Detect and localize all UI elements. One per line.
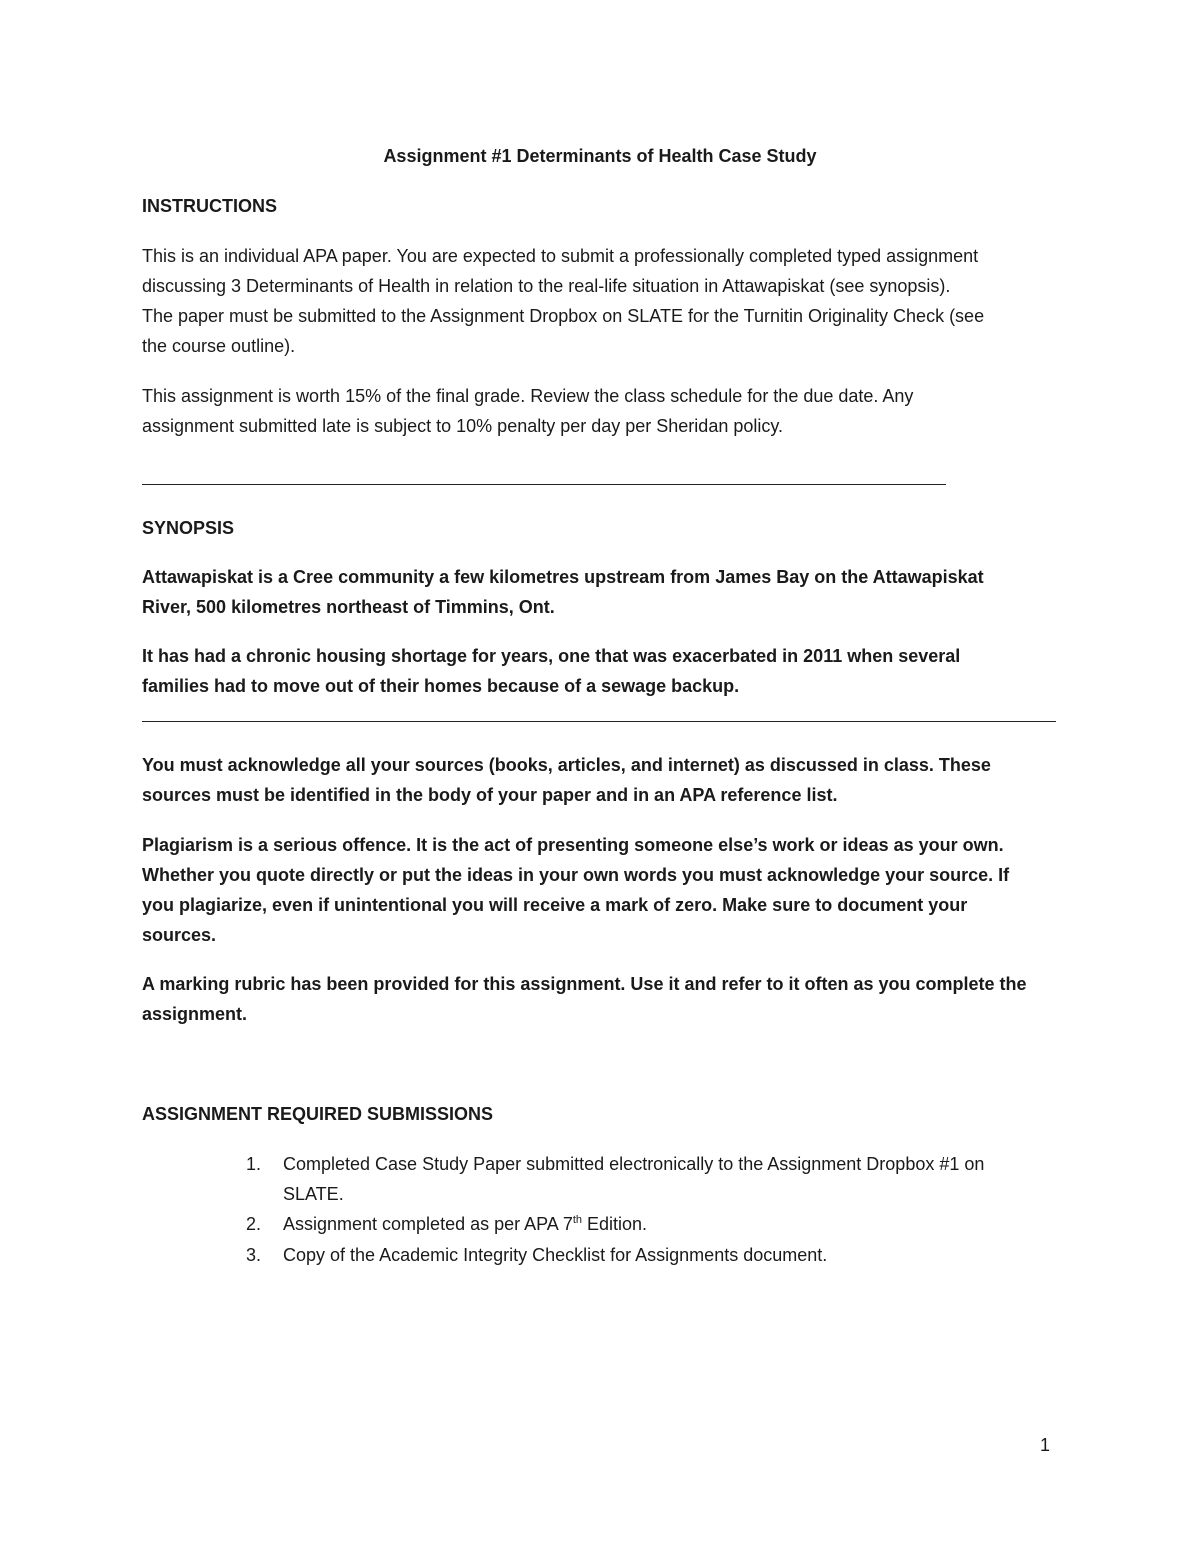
- text-line: You must acknowledge all your sources (books, articles, and internet) as discussed in class. These: [142, 755, 991, 775]
- instructions-heading: INSTRUCTIONS: [142, 196, 277, 216]
- text-line: It has had a chronic housing shortage for years, one that was exacerbated in 2011 when several: [142, 646, 961, 666]
- text-line: Plagiarism is a serious offence. It is the act of presenting someone else’s work or ideas as your own.: [142, 835, 1004, 855]
- text-line: you plagiarize, even if unintentional you will receive a mark of zero. Make sure to document your: [142, 895, 968, 915]
- list-number: 2.: [246, 1214, 262, 1234]
- text-line: sources.: [142, 925, 217, 945]
- text-line: The paper must be submitted to the Assignment Dropbox on SLATE for the Turnitin Originality Check (see: [142, 306, 985, 326]
- horizontal-rule: [142, 484, 946, 485]
- horizontal-rule: [142, 721, 1056, 722]
- text-line: assignment submitted late is subject to 10% penalty per day per Sheridan policy.: [142, 416, 784, 436]
- page-number: 1: [1040, 1435, 1051, 1455]
- list-item-text: [283, 1209, 647, 1239]
- superscript: th: [572, 1214, 583, 1226]
- synopsis-heading: SYNOPSIS: [142, 518, 235, 538]
- text-line: sources must be identified in the body of your paper and in an APA reference list.: [142, 785, 838, 805]
- list-number: 1.: [246, 1154, 262, 1174]
- text-line: River, 500 kilometres northeast of Timmins, Ont.: [142, 597, 555, 617]
- text-line: the course outline).: [142, 336, 296, 356]
- list-item-text: SLATE.: [283, 1184, 344, 1204]
- text-line: Whether you quote directly or put the ideas in your own words you must acknowledge your source. If: [142, 865, 1010, 885]
- list-item-text-post: Edition.: [582, 1214, 648, 1234]
- submissions-heading: ASSIGNMENT REQUIRED SUBMISSIONS: [142, 1104, 494, 1124]
- document-title: Assignment #1 Determinants of Health Case Study: [383, 146, 817, 166]
- list-number: 3.: [246, 1245, 262, 1265]
- text-line: families had to move out of their homes because of a sewage backup.: [142, 676, 740, 696]
- list-item-text: Completed Case Study Paper submitted electronically to the Assignment Dropbox #1 on: [283, 1154, 985, 1174]
- list-item-text-pre: Assignment completed as per APA 7: [283, 1214, 573, 1234]
- text-line: assignment.: [142, 1004, 248, 1024]
- text-line: This is an individual APA paper. You are expected to submit a professionally completed typed assignment: [142, 246, 979, 266]
- text-line: A marking rubric has been provided for this assignment. Use it and refer to it often as you complete the: [142, 974, 1027, 994]
- text-line: This assignment is worth 15% of the final grade. Review the class schedule for the due date. Any: [142, 386, 914, 406]
- text-line: discussing 3 Determinants of Health in relation to the real-life situation in Attawapiskat (see synopsis).: [142, 276, 951, 296]
- list-item-text: Copy of the Academic Integrity Checklist for Assignments document.: [283, 1245, 828, 1265]
- text-line: Attawapiskat is a Cree community a few kilometres upstream from James Bay on the Attawapiskat: [142, 567, 984, 587]
